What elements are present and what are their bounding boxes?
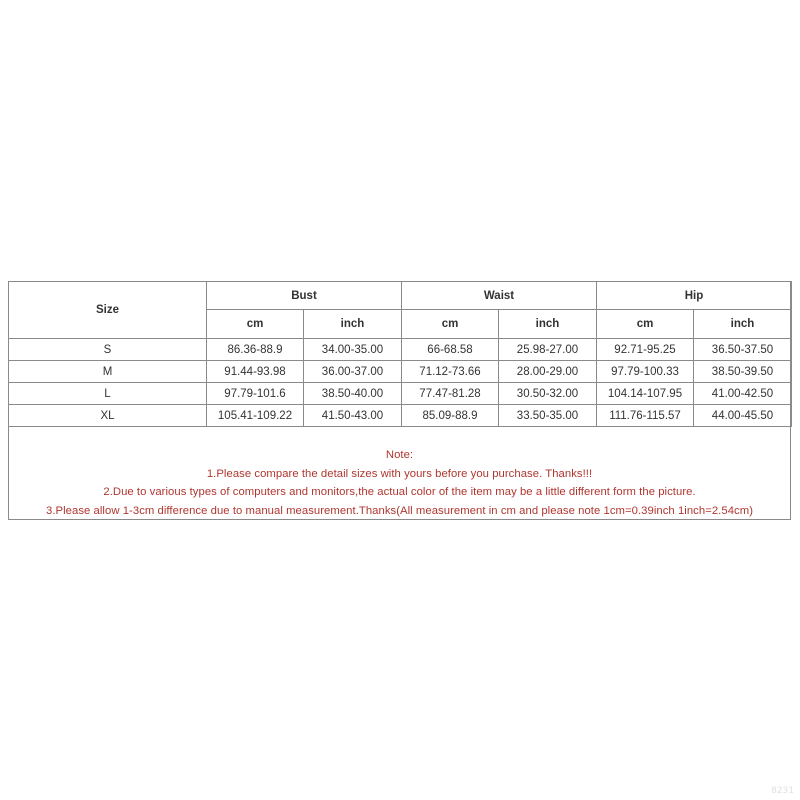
table-row bbox=[9, 383, 792, 405]
size-header: Size bbox=[9, 282, 207, 339]
table-cell: 30.50-32.00 bbox=[499, 383, 597, 405]
table-cell: 105.41-109.22 bbox=[207, 405, 304, 427]
size-chart bbox=[8, 281, 791, 520]
unit-header: inch bbox=[304, 310, 402, 339]
table-cell: 104.14-107.95 bbox=[597, 383, 694, 405]
unit-header: cm bbox=[402, 310, 499, 339]
size-cell: XL bbox=[9, 405, 207, 427]
size-cell: L bbox=[9, 383, 207, 405]
table-cell: 38.50-39.50 bbox=[694, 361, 792, 383]
note-title: Note: bbox=[385, 449, 414, 461]
table-cell: 41.50-43.00 bbox=[304, 405, 402, 427]
note-line: 2.Due to various types of computers and monitors,the actual color of the item may be a little different form the picture. bbox=[103, 486, 696, 498]
note-line: 1.Please compare the detail sizes with yours before you purchase. Thanks!!! bbox=[206, 467, 593, 480]
table-cell: 92.71-95.25 bbox=[597, 339, 694, 361]
group-header-waist: Waist bbox=[402, 282, 597, 310]
table-cell: 44.00-45.50 bbox=[694, 405, 792, 427]
table-cell: 38.50-40.00 bbox=[304, 383, 402, 405]
table-cell: 97.79-100.33 bbox=[597, 361, 694, 383]
table-cell: 66-68.58 bbox=[402, 339, 499, 361]
table-cell: 33.50-35.00 bbox=[499, 405, 597, 427]
table-cell: 25.98-27.00 bbox=[499, 339, 597, 361]
size-cell: M bbox=[9, 361, 207, 383]
watermark: 8231 bbox=[771, 786, 794, 796]
table-cell: 41.00-42.50 bbox=[694, 383, 792, 405]
table-cell: 28.00-29.00 bbox=[499, 361, 597, 383]
group-header-hip: Hip bbox=[597, 282, 792, 310]
table-cell: 86.36-88.9 bbox=[207, 339, 304, 361]
table-cell: 91.44-93.98 bbox=[207, 361, 304, 383]
table-cell: 71.12-73.66 bbox=[402, 361, 499, 383]
table-row bbox=[9, 339, 792, 361]
table-cell: 36.00-37.00 bbox=[304, 361, 402, 383]
size-table bbox=[8, 281, 792, 427]
table-cell: 77.47-81.28 bbox=[402, 383, 499, 405]
unit-header: cm bbox=[597, 310, 694, 339]
table-cell: 97.79-101.6 bbox=[207, 383, 304, 405]
unit-header: cm bbox=[207, 310, 304, 339]
table-cell: 111.76-115.57 bbox=[597, 405, 694, 427]
unit-header: inch bbox=[499, 310, 597, 339]
unit-header: inch bbox=[694, 310, 792, 339]
table-cell: 34.00-35.00 bbox=[304, 339, 402, 361]
group-header-bust: Bust bbox=[207, 282, 402, 310]
notes-block bbox=[9, 427, 790, 520]
table-row bbox=[9, 361, 792, 383]
note-line: 3.Please allow 1-3cm difference due to manual measurement.Thanks(All measurement in cm and please note 1cm=0.39inch 1inch=2.54cm) bbox=[45, 504, 754, 517]
table-row bbox=[9, 405, 792, 427]
table-cell: 36.50-37.50 bbox=[694, 339, 792, 361]
header-row-groups bbox=[9, 282, 792, 310]
size-cell: S bbox=[9, 339, 207, 361]
table-cell: 85.09-88.9 bbox=[402, 405, 499, 427]
